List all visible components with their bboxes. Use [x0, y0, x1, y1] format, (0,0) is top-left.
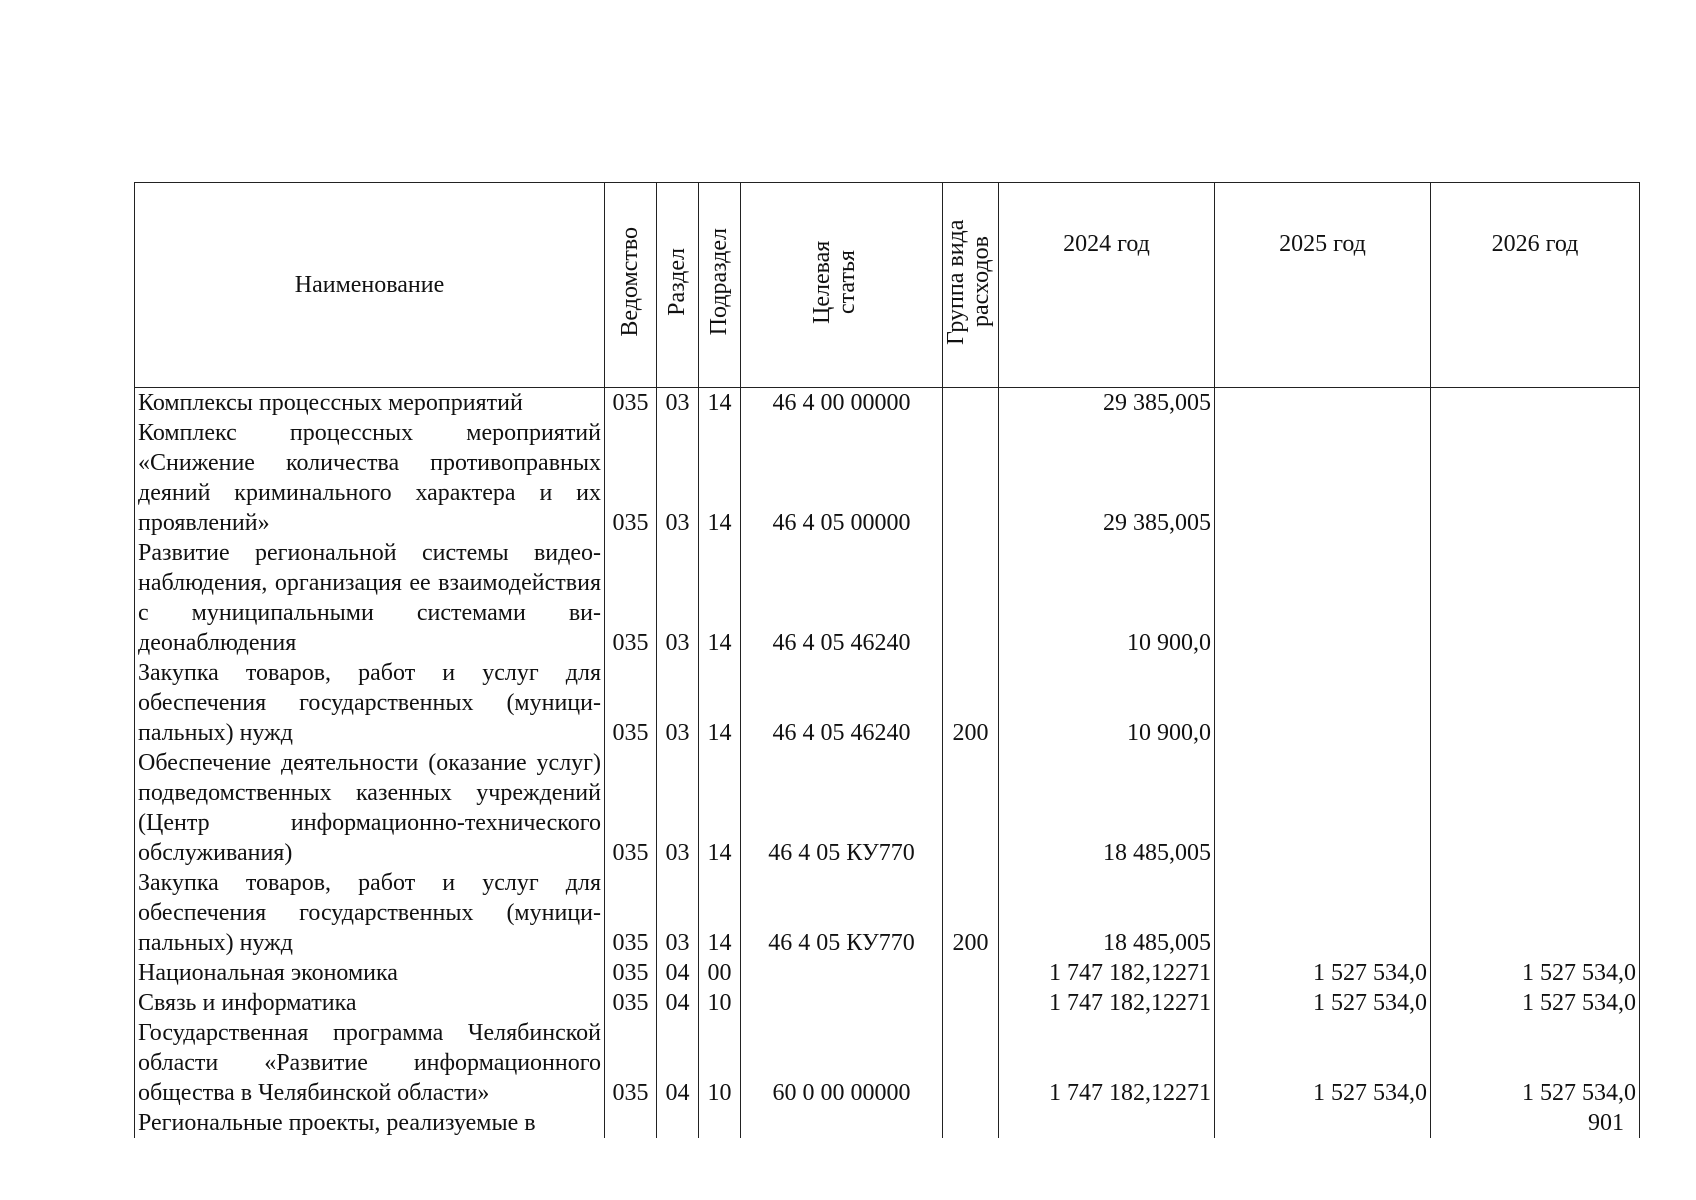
- cell-subsection: 14: [699, 538, 741, 658]
- header-2026: 2026 год: [1431, 183, 1640, 388]
- cell-subsection: 14: [699, 868, 741, 958]
- cell-2024: [999, 1108, 1215, 1138]
- cell-2025: [1215, 868, 1431, 958]
- header-name: Наименование: [135, 183, 605, 388]
- cell-name: Государственная программа Челябинской области «Развитие информационного общества в Челябинской области»: [135, 1018, 605, 1108]
- cell-department: 035: [605, 388, 657, 419]
- cell-expense-group: [943, 1108, 999, 1138]
- cell-2024: 10 900,0: [999, 538, 1215, 658]
- cell-subsection: 14: [699, 658, 741, 748]
- table-row: [135, 748, 1640, 868]
- cell-2024: 18 485,005: [999, 868, 1215, 958]
- table-row: [135, 868, 1640, 958]
- header-2025: 2025 год: [1215, 183, 1431, 388]
- header-row: [135, 183, 1640, 388]
- cell-name: Закупка товаров, работ и услуг для обеспечения государственных (муниципальных) нужд: [135, 658, 605, 748]
- cell-section: 03: [657, 868, 699, 958]
- cell-2025: [1215, 388, 1431, 419]
- cell-2024: 29 385,005: [999, 388, 1215, 419]
- cell-name: Закупка товаров, работ и услуг для обеспечения государственных (муниципальных) нужд: [135, 868, 605, 958]
- table-row: [135, 958, 1640, 988]
- cell-expense-group: [943, 538, 999, 658]
- cell-2025: [1215, 1108, 1431, 1138]
- cell-department: [605, 1108, 657, 1138]
- cell-name: Развитие региональной системы видеонаблюдения, организация ее взаимодействия с муниципальными системами видеонаблюдения: [135, 538, 605, 658]
- page-number: 901: [1588, 1110, 1624, 1136]
- cell-section: 03: [657, 748, 699, 868]
- cell-section: 04: [657, 958, 699, 988]
- cell-target: 60 0 00 00000: [741, 1018, 943, 1108]
- cell-section: 03: [657, 418, 699, 538]
- table-row: [135, 538, 1640, 658]
- cell-expense-group: 200: [943, 868, 999, 958]
- table-body: [135, 388, 1640, 1139]
- table-row: [135, 1108, 1640, 1138]
- cell-expense-group: [943, 388, 999, 419]
- cell-2024: 10 900,0: [999, 658, 1215, 748]
- cell-subsection: 14: [699, 748, 741, 868]
- cell-department: 035: [605, 958, 657, 988]
- table-row: [135, 1018, 1640, 1108]
- cell-section: 03: [657, 538, 699, 658]
- cell-department: 035: [605, 988, 657, 1018]
- cell-expense-group: [943, 988, 999, 1018]
- cell-section: 04: [657, 988, 699, 1018]
- cell-section: 04: [657, 1018, 699, 1108]
- cell-2026: [1431, 658, 1640, 748]
- cell-2025: 1 527 534,0: [1215, 988, 1431, 1018]
- cell-2026: 1 527 534,0: [1431, 958, 1640, 988]
- cell-2026: [1431, 868, 1640, 958]
- cell-section: 03: [657, 658, 699, 748]
- cell-name: Комплекс процессных мероприятий «Снижение количества противоправных деяний криминального характера и их проявлений»: [135, 418, 605, 538]
- cell-target: 46 4 05 46240: [741, 538, 943, 658]
- cell-2024: 18 485,005: [999, 748, 1215, 868]
- header-subsection: Подраздел: [699, 183, 741, 388]
- cell-department: 035: [605, 538, 657, 658]
- cell-2026: 1 527 534,0: [1431, 1018, 1640, 1108]
- cell-expense-group: [943, 1018, 999, 1108]
- budget-table: [134, 182, 1640, 1138]
- cell-2024: 1 747 182,12271: [999, 988, 1215, 1018]
- cell-department: 035: [605, 1018, 657, 1108]
- cell-subsection: [699, 1108, 741, 1138]
- cell-target: [741, 988, 943, 1018]
- cell-expense-group: [943, 958, 999, 988]
- header-2024: 2024 год: [999, 183, 1215, 388]
- table-row: [135, 388, 1640, 419]
- cell-2024: 29 385,005: [999, 418, 1215, 538]
- cell-target: 46 4 00 00000: [741, 388, 943, 419]
- cell-department: 035: [605, 748, 657, 868]
- cell-target: [741, 958, 943, 988]
- cell-subsection: 10: [699, 988, 741, 1018]
- cell-2026: [1431, 538, 1640, 658]
- cell-2025: 1 527 534,0: [1215, 958, 1431, 988]
- cell-expense-group: [943, 418, 999, 538]
- cell-target: 46 4 05 00000: [741, 418, 943, 538]
- cell-department: 035: [605, 418, 657, 538]
- table-row: [135, 988, 1640, 1018]
- cell-subsection: 10: [699, 1018, 741, 1108]
- cell-department: 035: [605, 868, 657, 958]
- cell-2026: 1 527 534,0: [1431, 988, 1640, 1018]
- cell-2025: [1215, 658, 1431, 748]
- cell-department: 035: [605, 658, 657, 748]
- cell-name: Национальная экономика: [135, 958, 605, 988]
- cell-name: Обеспечение деятельности (оказание услуг) подведомственных казенных учреждений (Центр информационно-технического обслуживания): [135, 748, 605, 868]
- cell-2024: 1 747 182,12271: [999, 1018, 1215, 1108]
- cell-2025: [1215, 538, 1431, 658]
- cell-expense-group: [943, 748, 999, 868]
- cell-subsection: 14: [699, 388, 741, 419]
- cell-target: 46 4 05 46240: [741, 658, 943, 748]
- cell-2026: [1431, 748, 1640, 868]
- cell-subsection: 14: [699, 418, 741, 538]
- table-row: [135, 658, 1640, 748]
- cell-2025: [1215, 748, 1431, 868]
- cell-target: [741, 1108, 943, 1138]
- cell-target: 46 4 05 КУ770: [741, 868, 943, 958]
- cell-target: 46 4 05 КУ770: [741, 748, 943, 868]
- header-expense-group: Группа вида расходов: [943, 183, 999, 388]
- header-section: Раздел: [657, 183, 699, 388]
- cell-section: [657, 1108, 699, 1138]
- cell-2026: [1431, 418, 1640, 538]
- cell-expense-group: 200: [943, 658, 999, 748]
- table-row: [135, 418, 1640, 538]
- cell-2025: 1 527 534,0: [1215, 1018, 1431, 1108]
- cell-section: 03: [657, 388, 699, 419]
- header-department: Ведомство: [605, 183, 657, 388]
- header-target: Целевая статья: [741, 183, 943, 388]
- cell-name: Комплексы процессных мероприятий: [135, 388, 605, 419]
- cell-name: Региональные проекты, реализуемые в: [135, 1108, 605, 1138]
- cell-2025: [1215, 418, 1431, 538]
- cell-subsection: 00: [699, 958, 741, 988]
- cell-name: Связь и информатика: [135, 988, 605, 1018]
- cell-2024: 1 747 182,12271: [999, 958, 1215, 988]
- cell-2026: [1431, 388, 1640, 419]
